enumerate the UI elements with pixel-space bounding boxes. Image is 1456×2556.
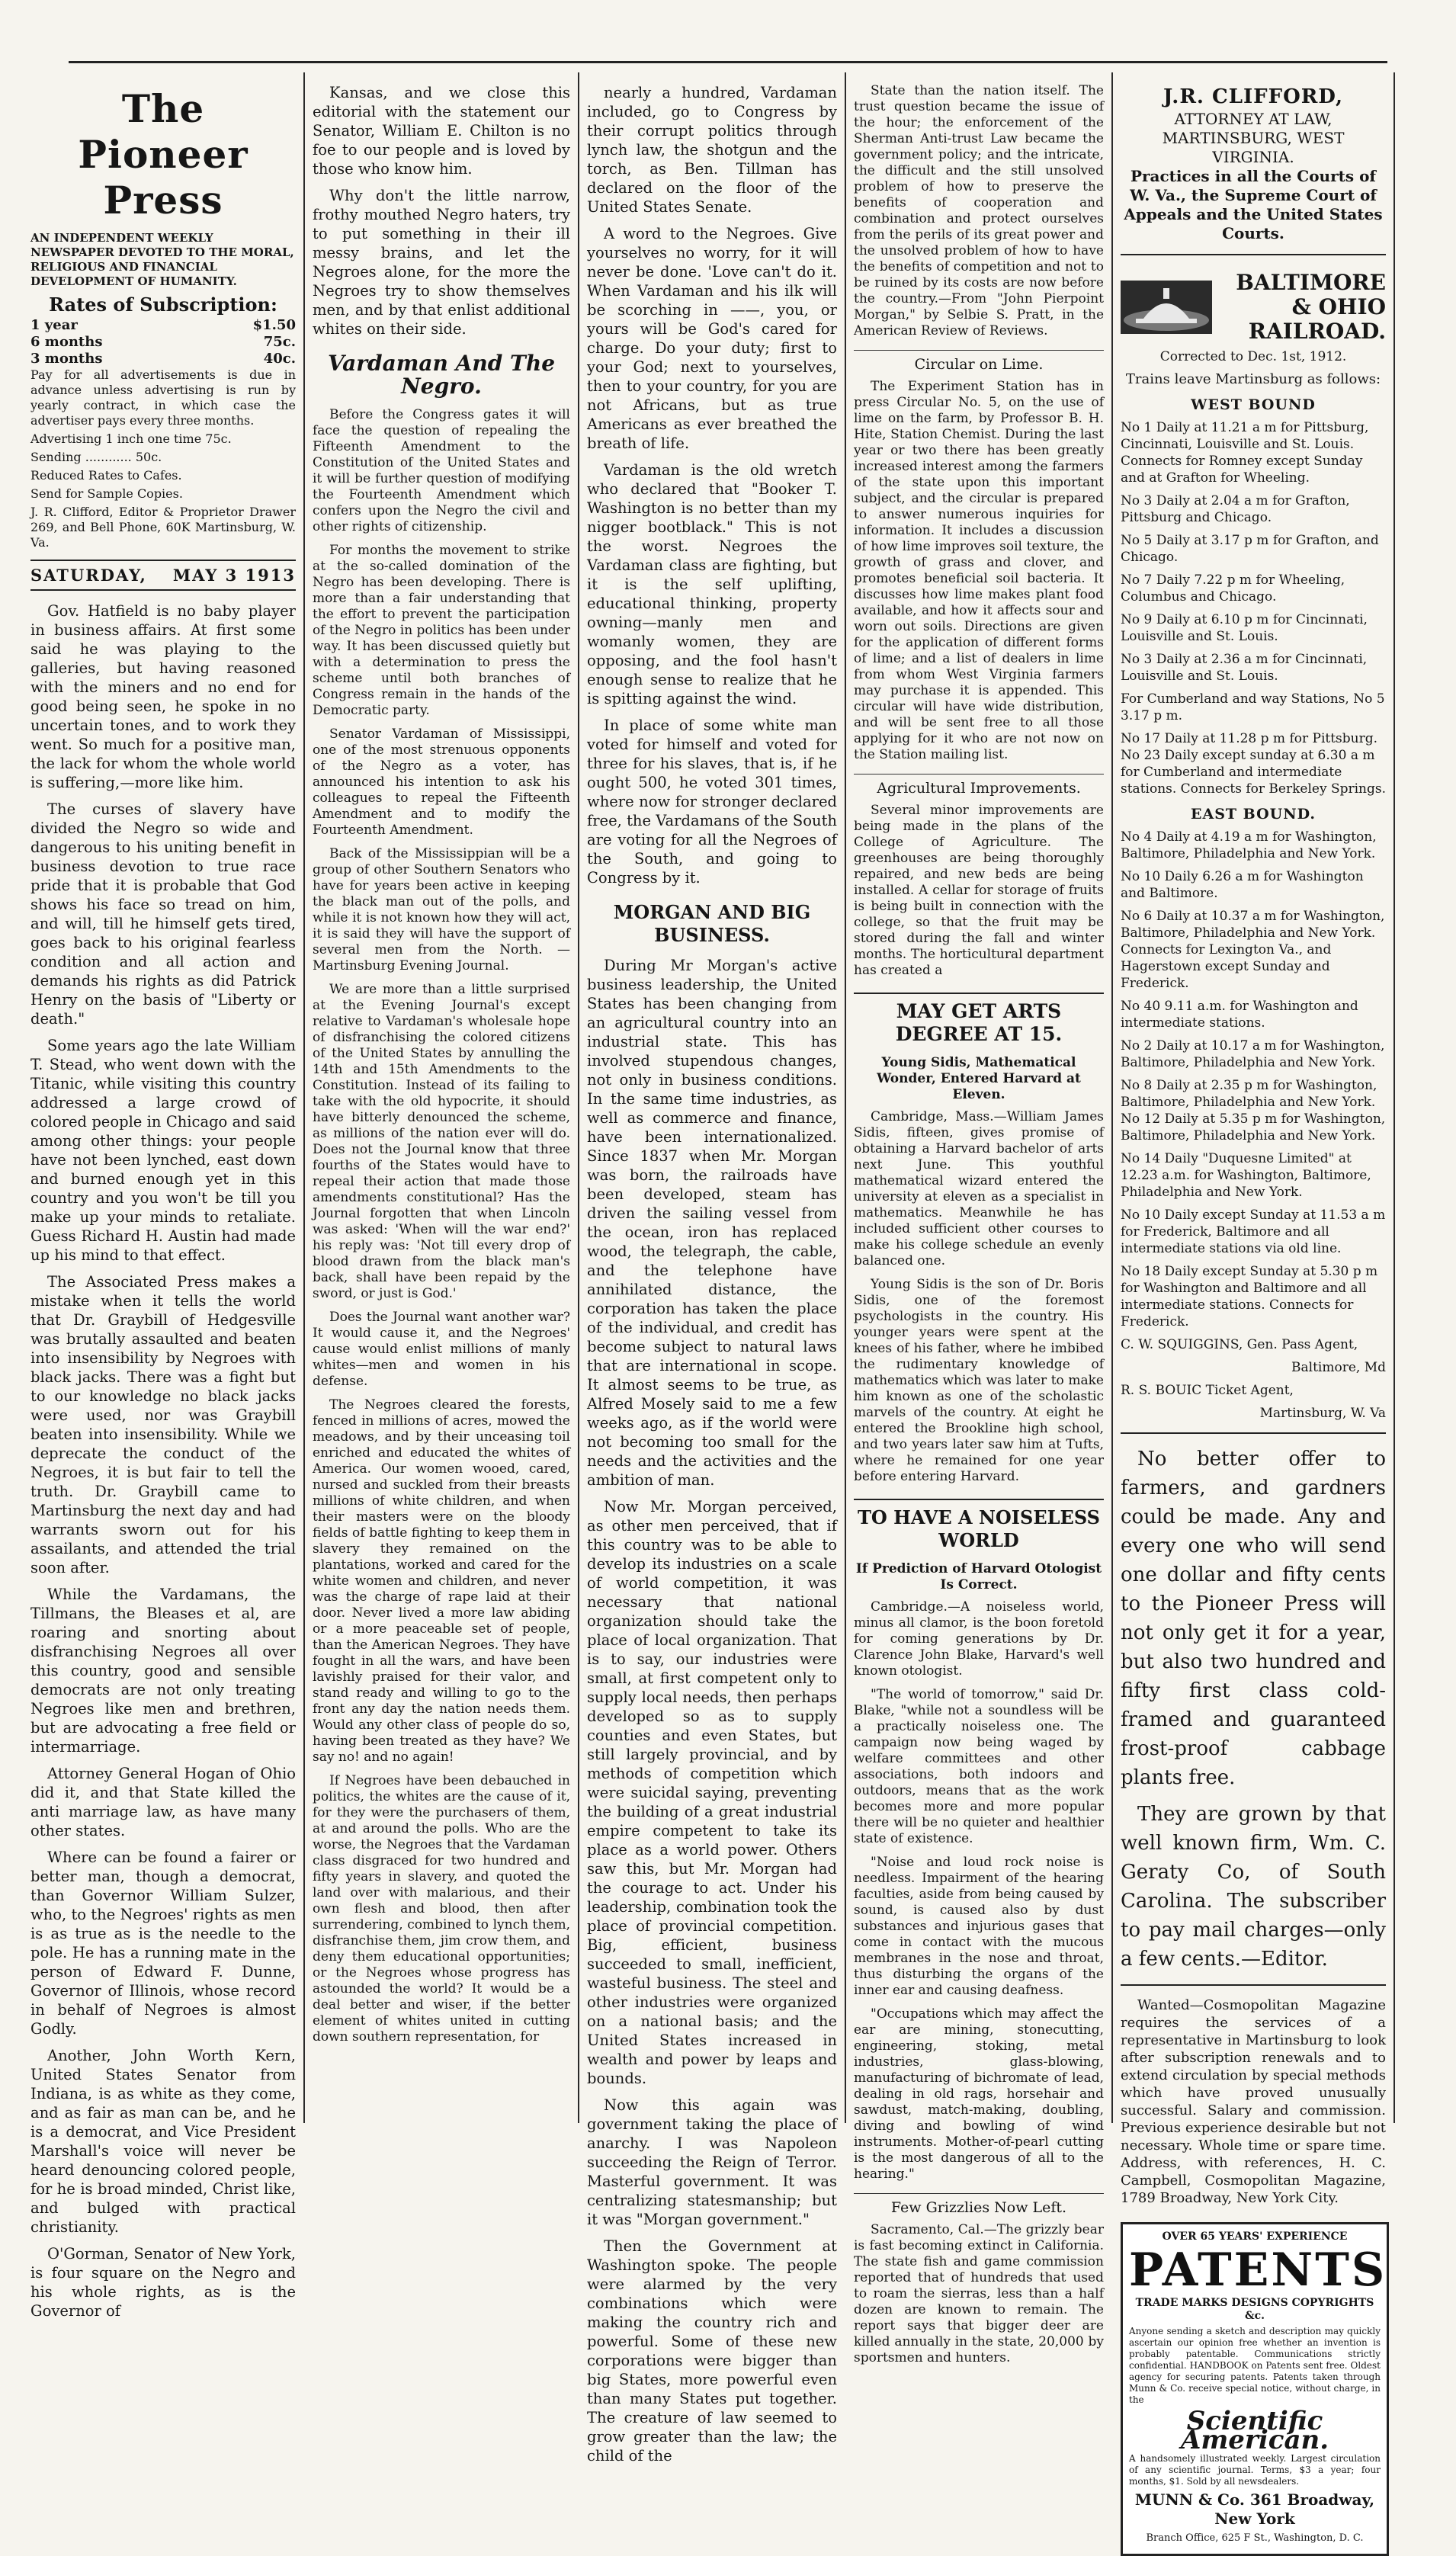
train-entry: No 14 Daily "Duquesne Limited" at 12.23 a.m. for Washington, Baltimore, Philadelphia and New York. <box>1121 1151 1371 1200</box>
paragraph: Now this again was government taking the place of anarchy. I was Napoleon succeeding the Reign of Terror. Masterful government. It was centralizing statesmanship; but it was "Morgan government." <box>587 2096 837 2228</box>
rate-row <box>30 334 296 351</box>
column-6-empty <box>1395 72 1410 2123</box>
rates-note: Sending ............ 50c. <box>30 450 162 464</box>
rates-note: Reduced Rates to Cafes. <box>30 468 182 483</box>
rate-term: 6 months <box>30 334 103 350</box>
clifford-title: ATTORNEY AT LAW, <box>1174 110 1333 128</box>
paragraph: Where can be found a fairer or better man, though a democrat, than Governor William Sulzer, who, to the Negroes' rights as men is as true as is the needle to the pole. He has a running mate in the person of Edward F. Dunne, Governor of Illinois, whose record in behalf of Negroes is almost Godly. <box>30 1849 296 2038</box>
east-bound-list <box>1121 829 1386 1330</box>
train-entry: No 5 Daily at 3.17 p m for Grafton, and Chicago. <box>1121 533 1379 565</box>
agent-1-city: Baltimore, Md <box>1291 1360 1386 1375</box>
masthead: The Pioneer Press <box>78 86 249 223</box>
paragraph: State than the nation itself. The trust question became the issue of the hour; the enforcement of the Sherman Anti-trust Law became the government policy; and the intricate, the difficult and the still unsolved problem of how to preserve the benefits of cooperation and combination and protect ourselves from the perils of its great power and the unsolved problem of how to have the benefits of competition and not to be ruined by its costs are now before the country.—From "John Pierpoint Morgan," by Selbie S. Pratt, in the American Review of Reviews. <box>854 83 1104 338</box>
paragraph: "The world of tomorrow," said Dr. Blake, "while not a soundless will be a practically noiseless one. The campaign now being waged by welfare committees and other associations, both indoors and outdoors, means that as the work becomes more and more popular there will be no quieter and healthier state of existence. <box>854 1687 1104 1846</box>
railroad-name-1: BALTIMORE & OHIO <box>1236 270 1386 319</box>
noise-headline: TO HAVE A NOISELESS WORLD <box>854 1499 1104 1552</box>
paragraph: Kansas, and we close this editorial with the statement our Senator, William E. Chilton is no foe to our people and is loved by those who know him. <box>313 84 570 178</box>
divider <box>1121 1432 1386 1434</box>
clifford-place: MARTINSBURG, WEST VIRGINIA. <box>1162 129 1345 166</box>
morgan-headline: MORGAN AND BIG BUSINESS. <box>613 901 811 946</box>
column-4-body-top <box>854 83 1104 339</box>
train-entry: No 9 Daily at 6.10 p m for Cincinnati, Louisville and St. Louis. <box>1121 612 1368 644</box>
clifford-text: Practices in all the Courts of W. Va., the Supreme Court of Appeals and the United States Courts. <box>1124 167 1383 242</box>
rates-note: J. R. Clifford, Editor & Proprietor Drawer 269, and Bell Phone, 60K Martinsburg, W. Va. <box>30 505 296 550</box>
patents-branch: Branch Office, 625 F St., Washington, D. C. <box>1146 2532 1364 2544</box>
vardaman-headline: Vardaman And The Negro. <box>327 351 556 399</box>
offer-block <box>1121 1445 1386 1974</box>
arts-headline: MAY GET ARTS DEGREE AT 15. <box>854 993 1104 1046</box>
dateline-date: MAY 3 1913 <box>172 566 296 585</box>
top-rule <box>69 61 1387 63</box>
paragraph: We are more than a little surprised at the Evening Journal's except relative to Vardaman's wholesale hope of disfranchising the colored citizens of the United States by annulling the 14th and 15th Amendments to the Constitution. Instead of its failing to take with the old hypocrite, it should have bitterly denounced the scheme, as millions of the nation ever will do. Does not the Journal know that three fourths of the States would have to repeal their action that made those amendments constitutional? Has the Journal forgotten that when Lincoln was asked: 'When will the war end?' his reply was: 'Not till every drop of blood drawn from the black man's back, shall have been repaid by the sword, or just is God.' <box>313 982 570 1301</box>
rate-row <box>30 317 296 334</box>
rate-row <box>30 351 296 367</box>
agri-headline: Agricultural Improvements. <box>854 774 1104 798</box>
train-entry: No 4 Daily at 4.19 a m for Washington, Baltimore, Philadelphia and New York. <box>1121 829 1377 861</box>
masthead-subtitle: AN INDEPENDENT WEEKLY NEWSPAPER DEVOTED TO THE MORAL, RELIGIOUS AND FINANCIAL DEVELOPMENT OF HUMANITY. <box>30 231 294 288</box>
paragraph: The Negroes cleared the forests, fenced in millions of acres, mowed the meadows, and by their unceasing toil enriched and educated the whites of America. Our women wooed, cared, nursed and suckled from their breasts millions of white children, and when their masters were on the bloody fields of battle fighting to keep them in slavery they remained on the plantations, worked and cared for the white women and children, and never was the charge of rape laid at their door. Never lived a more law abiding or a more peaceable set of people, than the American Negroes. They have fought in all the wars, and have been lavishly praised for their valor, and stand ready and willing to go to the front any day the nation needs them. Would any other class of people do so, having been treated as they have? We say no! and no again! <box>313 1397 570 1765</box>
lime-article: The Experiment Station has in press Circular No. 5, on the use of lime on the farm, by Professor B. H. Hite, Station Chemist. During the last year or two there has been greatly increased interest among the farmers of the state upon this important subject, and the circular is prepared to answer numerous inquiries for information. It includes a discussion of how lime improves soil texture, the growth of grass and clover, and promotes beneficial soil bacteria. It discusses how lime makes plant food available, and how it affects sour and worn out soils. Directions are given for the application of different forms of lime; and a list of dealers in lime from whom West Virginia farmers may purchase it is appended. This circular will have wide distribution, and will be sent free to all those applying for it who are not now on the Station mailing list. <box>854 379 1104 762</box>
columns <box>23 72 1433 2544</box>
column-1-body <box>30 601 296 2320</box>
paragraph: Senator Vardaman of Mississippi, one of the most strenuous opponents of the Negro as a voter, has announced his intention to ask his colleagues to repeal the Fifteenth Amendment and to modify the Fourteenth Amendment. <box>313 726 570 838</box>
capitol-dome-icon <box>1121 281 1212 334</box>
train-entry: No 8 Daily at 2.35 p m for Washington, Baltimore, Philadelphia and New York. No 12 Daily at 5.35 p m for Washington, Baltimore, Philadelphia and New York. <box>1121 1078 1386 1143</box>
train-entry: No 3 Daily at 2.04 a m for Grafton, Pittsburg and Chicago. <box>1121 493 1350 525</box>
train-entry: No 10 Daily 6.26 a m for Washington and Baltimore. <box>1121 869 1364 901</box>
train-entry: No 10 Daily except Sunday at 11.53 a m for Frederick, Baltimore and all intermediate stations via old line. <box>1121 1207 1386 1256</box>
column-3 <box>579 72 846 2465</box>
west-bound-heading: WEST BOUND <box>1191 396 1316 413</box>
railroad-intro: Trains leave Martinsburg as follows: <box>1125 371 1381 387</box>
paragraph: Some years ago the late William T. Stead, who went down with the Titanic, while visiting this country addressed a large crowd of colored people in Chicago and said among other things: your people have not been lynched, east down and burned enough yet in this country and you won't be till you make up your minds to retaliate. Guess Richard H. Austin had made up his mind to that effect. <box>30 1037 296 1264</box>
morgan-article <box>587 956 837 2465</box>
vardaman-article <box>313 407 570 2045</box>
paragraph: Back of the Mississippian will be a group of other Southern Senators who have for years been active in keeping the black man out of the polls, and while it is not known how they will act, it is said they will have the support of several men from the North. —Martinsburg Evening Journal. <box>313 846 570 973</box>
clifford-name: J.R. CLIFFORD, <box>1163 85 1344 108</box>
paragraph: The Associated Press makes a mistake when it tells the world that Dr. Graybill of Hedgesville was brutally assaulted and beaten into insensibility by Negroes with black jacks. There was a fight but to our knowledge no black jacks were used, nor was Graybill beaten into insensibility. While we deprecate the conduct of the Negroes, it is but fair to tell the truth. Dr. Graybill came to Martinsburg the next day and had warrants sworn out for his assailants, and attended the trial soon after. <box>30 1273 296 1576</box>
paragraph: Now Mr. Morgan perceived, as other men perceived, that if this country was to be able to develop its industries on a scale of world competition, it was necessary that national organization should take the place of local organization. That is to say, our industries were small, at first competent only to supply local needs, then perhaps developed so as to supply counties and even States, but still largely provincial, and by methods of competition which were suicidal saying, preventing the building of a great industrial empire competent to take its place as a world power. Others saw this, but Mr. Morgan had the courage to act. Under his leadership, combination took the place of provincial competition. Big, efficient, business succeeded to small, inefficient, wasteful business. The steel and other industries were organized on a national basis; and the United States increased in wealth and power by leaps and bounds. <box>587 1498 837 2087</box>
railroad-corrected: Corrected to Dec. 1st, 1912. <box>1159 349 1347 364</box>
railroad-logo <box>1121 271 1386 344</box>
train-entry: No 17 Daily at 11.28 p m for Pittsburg. No 23 Daily except sunday at 6.30 a m for Cumberland and intermediate stations. Connects for Berkeley Springs. <box>1121 731 1387 797</box>
paragraph: Why don't the little narrow, frothy mouthed Negro haters, try to put something in their ill messy brains, and let the Negroes alone, for the more the Negroes try to show themselves men, and by that enlist additional whites on their side. <box>313 187 570 338</box>
column-2-body-top <box>313 83 570 338</box>
paragraph: For months the movement to strike at the so-called domination of the Negro has been developing. There is more than a fair understanding that the effort to prevent the participation of the Negro in politics has been under way. It has been discussed quietly but with a determination to press the scheme until both branches of Congress remain in the hands of the Democratic party. <box>313 543 570 718</box>
train-entry: No 6 Daily at 10.37 a m for Washington, Baltimore, Philadelphia and New York. Connects for Lexington Va., and Hagerstown except Sunday and Frederick. <box>1121 909 1385 991</box>
patents-marks: TRADE MARKS DESIGNS COPYRIGHTS &c. <box>1135 2297 1374 2322</box>
offer-text-2: They are grown by that well known firm, Wm. C. Geraty Co, of South Carolina. The subscriber to pay mail charges—only a few cents.—Editor. <box>1121 1803 1386 1971</box>
rate-term: 1 year <box>30 317 78 333</box>
patents-firm: MUNN & Co. 361 Broadway, New York <box>1134 2490 1375 2528</box>
rate-term: 3 months <box>30 351 103 367</box>
rate-price: $1.50 <box>252 317 296 333</box>
rates-note: Pay for all advertisements is due in advance unless advertising is run by yearly contract, in which case the advertiser pays every three months. <box>30 367 296 428</box>
train-entry: No 1 Daily at 11.21 a m for Pittsburg, Cincinnati, Louisville and St. Louis. Connects for Romney except Sunday and at Grafton for Wheeling. <box>1121 420 1369 486</box>
paragraph: Does the Journal want another war? It would cause it, and the Negroes' cause would enlist millions of manly whites—men and women in his defense. <box>313 1310 570 1389</box>
patents-big: PATENTS <box>1129 2243 1387 2297</box>
noise-article <box>854 1599 1104 2182</box>
paragraph: O'Gorman, Senator of New York, is four square on the Negro and his whole rights, as is the Governor of <box>30 2245 296 2320</box>
column-4 <box>846 72 1113 2365</box>
paragraph: "Occupations which may affect the ear are mining, stonecutting, engineering, stoking, metal industries, glass-blowing, manufacturing of bichromate of lead, dealing in old rags, horsehair and sawdust, match-making, doubling, diving and bowling of wind instruments. Mother-of-pearl cutting is the most dangerous of all to the hearing." <box>854 2006 1104 2182</box>
rate-price: 40c. <box>263 351 296 367</box>
column-3-body-top <box>587 83 837 887</box>
patents-journal: Scientific American. <box>1180 2406 1329 2455</box>
railroad-name-2: RAILROAD. <box>1248 319 1386 344</box>
grizzly-headline: Few Grizzlies Now Left. <box>854 2193 1104 2218</box>
divider <box>1121 254 1386 255</box>
paragraph: Vardaman is the old wretch who declared that "Booker T. Washington is no better than my nigger bootblack." This is not the worst. Negroes the Vardaman class are fighting, but it is the self uplifting, educational thinking, property owning—manly men and womanly women, they are opposing, and the fool hasn't enough sense to realize that he is spitting against the wind. <box>587 461 837 707</box>
train-entry: No 18 Daily except Sunday at 5.30 p m for Washington and Baltimore and all intermediate stations. Connects for Frederick. <box>1121 1264 1378 1329</box>
train-entry: No 7 Daily 7.22 p m for Wheeling, Columbus and Chicago. <box>1121 572 1345 605</box>
rates-note: Advertising 1 inch one time 75c. <box>30 431 232 446</box>
agent-2-city: Martinsburg, W. Va <box>1259 1406 1386 1421</box>
paragraph: If Negroes have been debauched in politics, the whites are the cause of it, for they were the purchasers of them, at and around the polls. Who are the worse, the Negroes that the Vardaman class disgraced for two hundred and fifty years in slavery, and quoted the land over with malarious, and their own flesh and blood, then after surrendering, combined to lynch them, disfranchise them, jim crow them, and deny them educational opportunities; or the Negroes whose progress has astounded the world? It would be a deal better and wiser, if the better element of whites united in cutting down southern representation, for <box>313 1773 570 2044</box>
paragraph: Another, John Worth Kern, United States Senator from Indiana, is as white as they come, and as fair as man can be, and he is a democrat, and Vice President Marshall's voice will never be heard denouncing colored people, for he is broad minded, Christ like, and bulged with practical christianity. <box>30 2047 296 2236</box>
patents-ad <box>1121 2222 1389 2556</box>
arts-subheadline: Young Sidis, Mathematical Wonder, Entered Harvard at Eleven. <box>877 1055 1081 1102</box>
rate-price: 75c. <box>263 334 296 350</box>
patents-journal-text: A handsomely illustrated weekly. Largest circulation of any scientific journal. Terms, $3 a year; four months, $1. Sold by all newsdealers. <box>1129 2453 1381 2487</box>
train-entry: For Cumberland and way Stations, No 5 3.17 p m. <box>1121 691 1385 723</box>
east-bound-heading: EAST BOUND. <box>1190 806 1316 823</box>
rates-list <box>30 317 296 367</box>
paragraph: Gov. Hatfield is no baby player in business affairs. At first some said he was playing to the galleries, but having reasoned with the miners and no end for good being seen, he spoke in no uncertain tones, and to work they went. So much for a positive man, the lack for whom the whole world is suffering,—more like him. <box>30 602 296 791</box>
agri-article: Several minor improvements are being made in the plans of the College of Agriculture. The greenhouses are being thoroughly repaired, and new beds are being installed. A cellar for storage of fruits is being built in connection with the college, so that the fruit may be stored during the fall and winter months. The horticultural department has created a <box>854 803 1104 978</box>
rates-note: Send for Sample Copies. <box>30 486 183 501</box>
divider <box>1121 1984 1386 1986</box>
train-entry: No 40 9.11 a.m. for Washington and intermediate stations. <box>1121 999 1358 1031</box>
rates-title: Rates of Subscription: <box>49 293 277 316</box>
railroad-title <box>1220 271 1386 344</box>
rates-notes <box>30 367 296 550</box>
paragraph: "Noise and loud rock noise is needless. Impairment of the hearing faculties, aside from being caused by sound, is caused also by dust substances and injurious gases that come in contact with the mucous membranes in the nose and throat, thus disturbing the organs of the inner ear and causing deafness. <box>854 1855 1104 1998</box>
paragraph: The curses of slavery have divided the Negro so wide and dangerous to his uniting benefit in business devotion to true race pride that it is probable that God shows his face so tread on him, and will, till he himself gets tired, goes back to his original fearless condition and all action and demands his rights as did Patrick Henry on the basis of "Liberty or death." <box>30 800 296 1028</box>
paragraph: A word to the Negroes. Give yourselves no worry, for it will never be done. 'Love can't do it. When Vardaman and his ilk will be scorching in ——, you, or yours will be God's cared for charge. Do your duty; first to your God; next to yourselves, then to your country, for you are not Africans, but as true Americans as ever breathed the breath of life. <box>587 225 837 452</box>
wanted-ad: Wanted—Cosmopolitan Magazine requires the services of a representative in Martinsburg to look after subscription renewals and to extend circulation by special methods which have proved unusually successful. Salary and commission. Previous experience desirable but not necessary. Whole time or spare time. Address, with references, H. C. Campbell, Cosmopolitan Magazine, 1789 Broadway, New York City. <box>1121 1997 1386 2206</box>
dateline-day: SATURDAY, <box>30 566 147 585</box>
grizzly-article: Sacramento, Cal.—The grizzly bear is fast becoming extinct in California. The state fish and game commission reported that of hundreds that used to roam the sierras, less than a half dozen are known to remain. The report says that bigger deer are killed annually in the state, 20,000 by sportsmen and hunters. <box>854 2222 1104 2365</box>
column-2 <box>305 72 579 2123</box>
paragraph: Cambridge, Mass.—William James Sidis, fifteen, gives promise of obtaining a Harvard bachelor of arts next June. This youthful mathematical wizard entered the university at eleven as a specialist in mathematics. Meanwhile he has included sufficient other courses to make his college schedule an evenly balanced one. <box>854 1109 1104 1268</box>
agent-2: R. S. BOUIC Ticket Agent, <box>1121 1383 1294 1398</box>
paragraph: In place of some white man voted for himself and voted for three for his slaves, that is, if he ought 500, he voted 301 times, where now for stronger declared free, the Vardamans of the South are voting for all the Negroes of the South, and going to Congress by it. <box>587 717 837 887</box>
agent-1: C. W. SQUIGGINS, Gen. Pass Agent, <box>1121 1337 1358 1352</box>
paragraph: nearly a hundred, Vardaman included, go to Congress by their corrupt politics through lynch law, the shotgun and the torch, as Ben. Tillman has declared on the floor of the United States Senate. <box>587 84 837 216</box>
train-entry: No 3 Daily at 2.36 a m for Cincinnati, Louisville and St. Louis. <box>1121 652 1368 684</box>
column-1 <box>23 72 305 2320</box>
column-5 <box>1113 72 1395 2544</box>
west-bound-list <box>1121 419 1386 797</box>
lime-headline: Circular on Lime. <box>854 350 1104 374</box>
patents-body: Anyone sending a sketch and description may quickly ascertain our opinion free whether an invention is probably patentable. Communications strictly confidential. HANDBOOK on Patents sent free. Oldest agency for securing patents. Patents taken through Munn & Co. receive special notice, without charge, in the <box>1129 2326 1381 2405</box>
arts-article <box>854 1109 1104 1485</box>
paragraph: Young Sidis is the son of Dr. Boris Sidis, one of the foremost psychologists in the country. His younger years were spent at the knees of his father, where he imbibed the rudimentary knowledge of mathematics which was later to make him known as one of the scholastic marvels of the country. At eight he entered the Brookline high school, and two years later saw him at Tufts, where he remained for one year before entering Harvard. <box>854 1277 1104 1484</box>
paragraph: Cambridge.—A noiseless world, minus all clamor, is the boon foretold for coming generations by Dr. Clarence John Blake, Harvard's well known otologist. <box>854 1599 1104 1679</box>
noise-subheadline: If Prediction of Harvard Otologist Is Correct. <box>855 1561 1102 1592</box>
paragraph: Then the Government at Washington spoke. The people were alarmed by the very combinations which were making the country rich and powerful. Some of these new corporations were bigger than big States, more powerful even than many States put together. The creature of law seemed to grow greater than the law; the child of the <box>587 2237 837 2465</box>
offer-text: No better offer to farmers, and gardners could be made. Any and every one who will send one dollar and fifty cents to the Pioneer Press will not only get it for a year, but also two hundred and fifty first class cold-framed and guaranteed frost-proof cabbage plants free. <box>1121 1448 1386 1789</box>
dateline <box>30 560 296 591</box>
train-entry: No 2 Daily at 10.17 a m for Washington, Baltimore, Philadelphia and New York. <box>1121 1038 1385 1070</box>
paragraph: During Mr Morgan's active business leadership, the United States has been changing from an agricultural country into an industrial state. This has involved stupendous changes, not only in business conditions. In the same time industries, as well as commerce and finance, have been internationalized. Since 1837 when Mr. Morgan was born, the railroads have been developed, steam has driven the sailing vessel from the ocean, iron has replaced wood, the telegraph, the cable, and the telephone have annihilated distance, the corporation has taken the place of the individual, and credit has become subject to natural laws that are international in scope. It almost seems to be true, as Alfred Mosely said to me a few weeks ago, as if the world were not becoming too small for the needs and the activities and the ambition of man. <box>587 957 837 1489</box>
paragraph: While the Vardamans, the Tillmans, the Bleases et al, are roaring and snorting about disfranchising Negroes all over this country, good and sensible democrats are not only treating Negroes like men and brethren, but are advocating a free field or intermarriage. <box>30 1586 296 1756</box>
paragraph: Before the Congress gates it will face the question of repealing the Fifteenth Amendment to the Constitution of the United States and it will be further question of modifying the Fourteenth Amendment which confers upon the Negro the civil and other rights of citizenship. <box>313 407 570 534</box>
paragraph: Attorney General Hogan of Ohio did it, and that State killed the anti marriage law, as have many other states. <box>30 1765 296 1839</box>
patents-top: OVER 65 YEARS' EXPERIENCE <box>1162 2230 1348 2243</box>
